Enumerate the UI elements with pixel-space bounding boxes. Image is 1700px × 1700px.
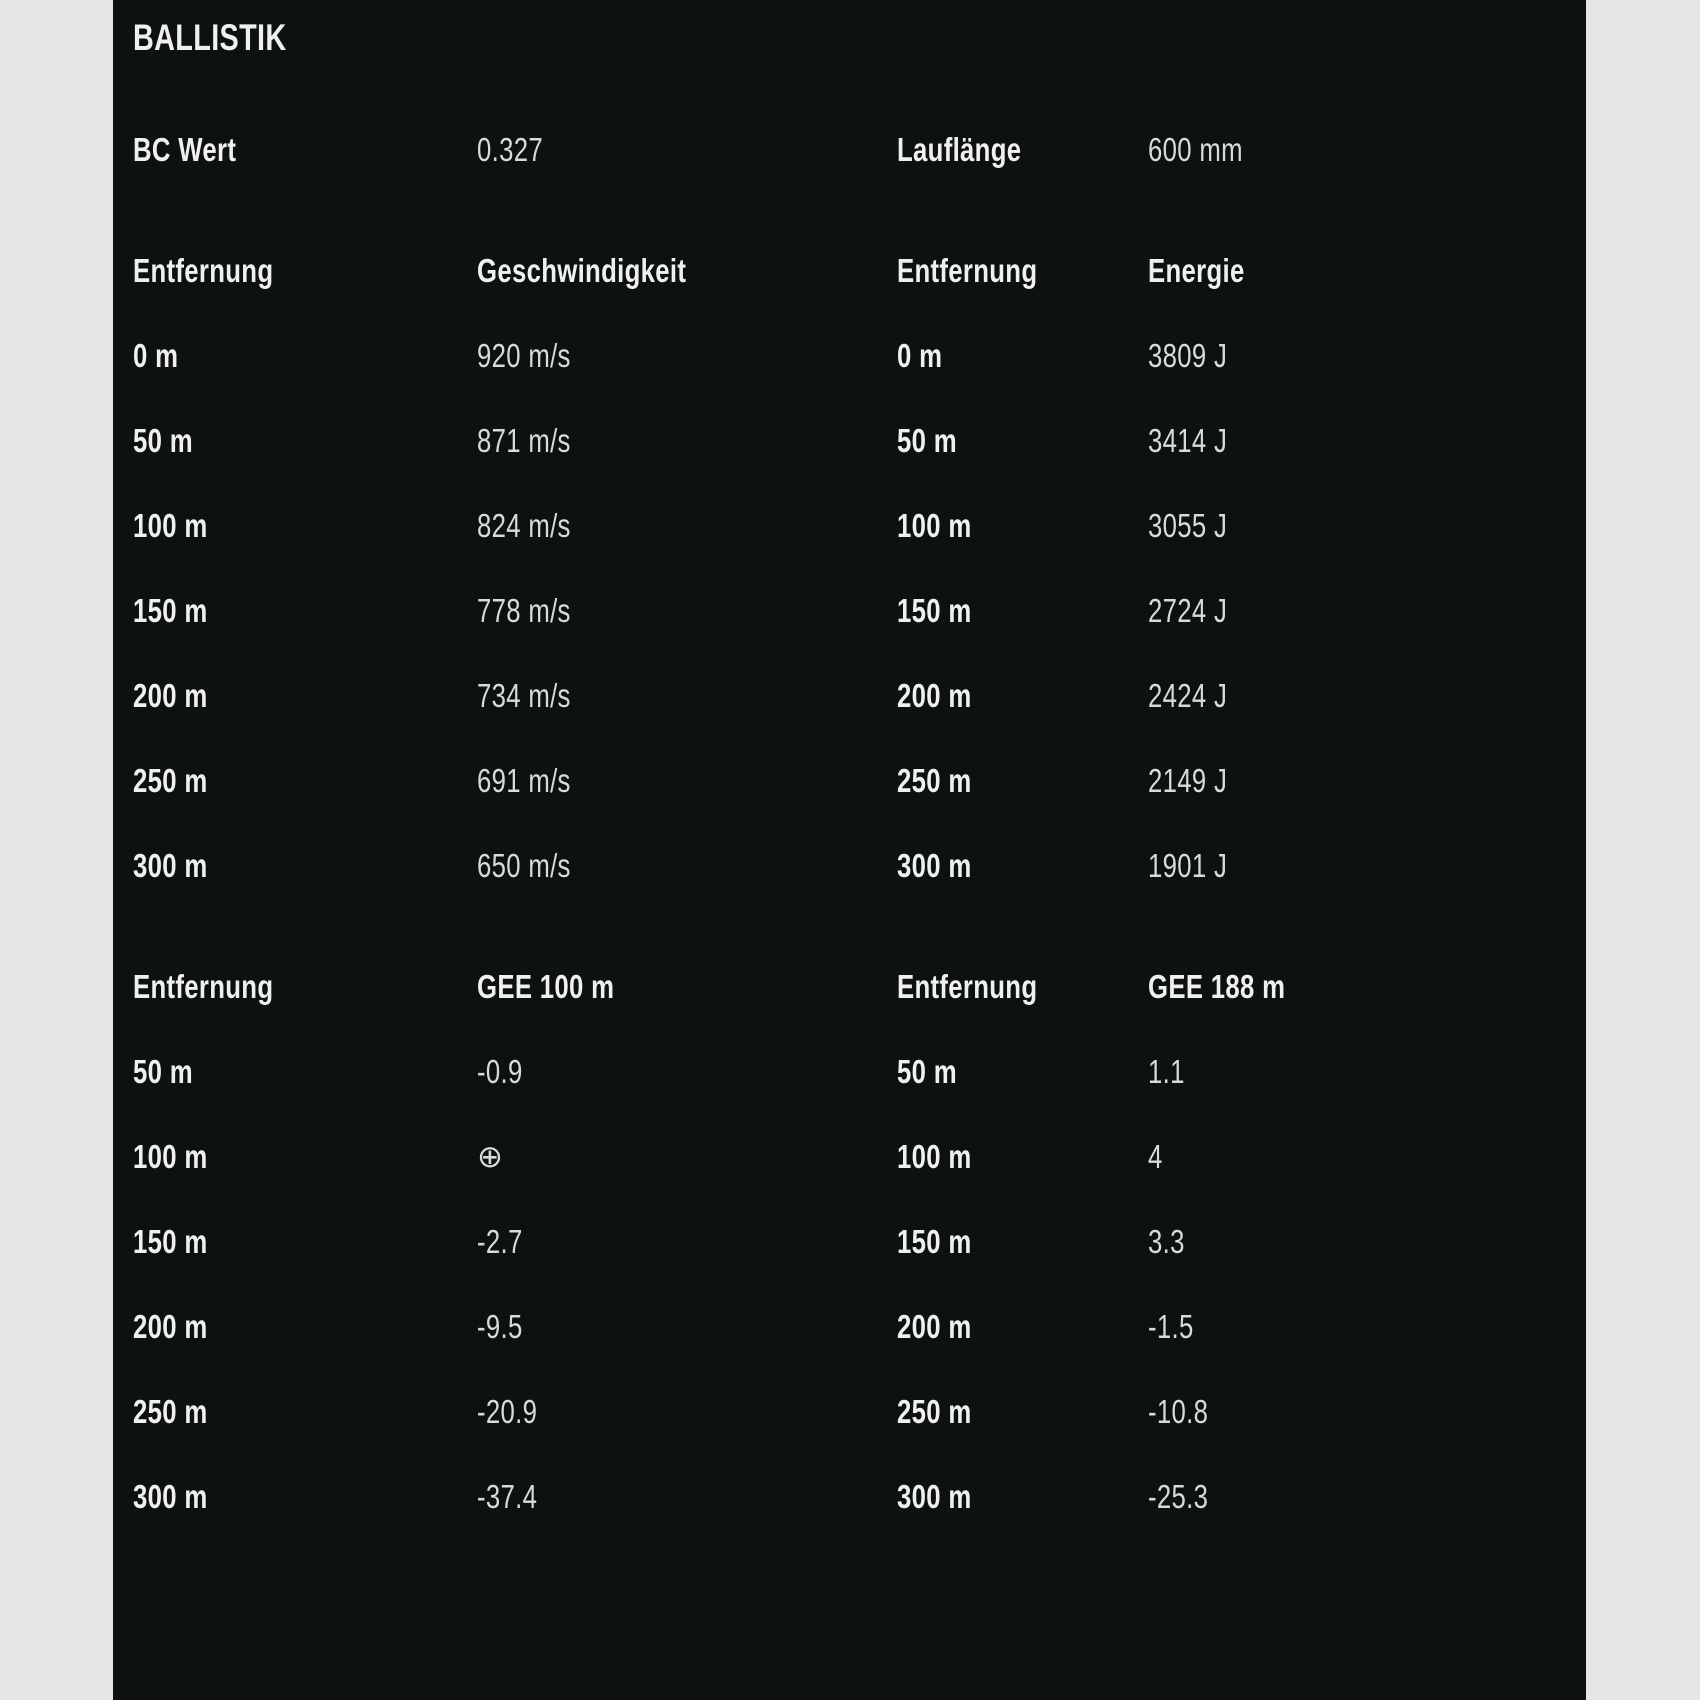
gee-header-row [133,968,1566,1006]
gee188-distance-cell [897,1223,1148,1261]
velocity-value-cell [477,507,897,545]
velocity-distance-cell [133,847,477,885]
gee100-distance-header-cell [133,968,477,1006]
gee188-value: -10.8 [1148,1393,1209,1430]
gee100-header: GEE 100 m [477,968,615,1005]
energy-value: 3809 J [1148,337,1228,374]
gee188-value-cell [1148,1478,1566,1516]
velocity-value: 824 m/s [477,507,571,544]
energy-distance: 0 m [897,337,943,374]
energy-value-cell [1148,762,1566,800]
gee188-value-cell [1148,1223,1566,1261]
velocity-value: 691 m/s [477,762,571,799]
velocity-distance: 200 m [133,677,208,714]
energy-distance-cell [897,507,1148,545]
velocity-distance-cell [133,422,477,460]
table-row [133,1223,1566,1261]
energy-distance-cell [897,762,1148,800]
velocity-value-cell [477,592,897,630]
energy-value: 2424 J [1148,677,1228,714]
gee188-value: 3.3 [1148,1223,1185,1260]
velocity-value-cell [477,337,897,375]
velocity-value-cell [477,847,897,885]
gee100-distance: 250 m [133,1393,208,1430]
table-row [133,677,1566,715]
energy-value-cell [1148,507,1566,545]
velocity-energy-header-row [133,252,1566,290]
velocity-value: 778 m/s [477,592,571,629]
velocity-value: 650 m/s [477,847,571,884]
velocity-distance: 150 m [133,592,208,629]
gee100-value: -9.5 [477,1308,523,1345]
energy-distance-header: Entfernung [897,252,1038,289]
gee188-value: -25.3 [1148,1478,1209,1515]
gee188-distance-cell [897,1308,1148,1346]
gee100-value-cell [477,1223,897,1261]
energy-header-cell [1148,252,1566,290]
gee100-distance-cell [133,1308,477,1346]
gee100-value-cell [477,1478,897,1516]
energy-value: 1901 J [1148,847,1228,884]
gee100-distance-header: Entfernung [133,968,274,1005]
zero-point-icon: ⊕ [477,1139,503,1174]
gee188-distance-header-cell [897,968,1148,1006]
ballistik-panel [113,0,1586,1700]
energy-distance-cell [897,592,1148,630]
velocity-value: 871 m/s [477,422,571,459]
gee188-header: GEE 188 m [1148,968,1286,1005]
gee100-distance-cell [133,1478,477,1516]
spec-barrel-label-cell [897,131,1148,169]
velocity-distance: 0 m [133,337,179,374]
gee188-distance-cell [897,1478,1148,1516]
gee188-value: 1.1 [1148,1053,1185,1090]
gee188-value-cell [1148,1053,1566,1091]
table-row [133,1393,1566,1431]
energy-distance: 250 m [897,762,972,799]
spec-bc-label: BC Wert [133,131,237,168]
energy-value-cell [1148,677,1566,715]
velocity-distance: 100 m [133,507,208,544]
gee100-distance: 50 m [133,1053,193,1090]
energy-distance-cell [897,677,1148,715]
table-row [133,422,1566,460]
spec-row [133,131,1566,169]
table-row [133,762,1566,800]
energy-value-cell [1148,592,1566,630]
energy-distance: 300 m [897,847,972,884]
gee188-value-cell [1148,1138,1566,1176]
gee188-value: -1.5 [1148,1308,1194,1345]
gee188-value-cell [1148,1393,1566,1431]
gee100-distance-cell [133,1138,477,1176]
gee100-distance: 100 m [133,1138,208,1175]
gee188-distance-cell [897,1393,1148,1431]
gee188-distance: 250 m [897,1393,972,1430]
energy-distance: 100 m [897,507,972,544]
energy-distance-cell [897,847,1148,885]
energy-value: 3055 J [1148,507,1228,544]
energy-header: Energie [1148,252,1245,289]
gee188-value-cell [1148,1308,1566,1346]
velocity-distance-cell [133,762,477,800]
table-row [133,592,1566,630]
energy-value: 3414 J [1148,422,1228,459]
energy-value: 2724 J [1148,592,1228,629]
energy-value-cell [1148,422,1566,460]
spec-barrel-label: Lauflänge [897,131,1022,168]
energy-value-cell [1148,847,1566,885]
table-row [133,1138,1566,1176]
energy-distance: 50 m [897,422,957,459]
energy-value-cell [1148,337,1566,375]
gee100-value-cell [477,1393,897,1431]
table-row [133,507,1566,545]
spec-barrel-value: 600 mm [1148,131,1243,168]
energy-distance-cell [897,422,1148,460]
velocity-distance-header: Entfernung [133,252,274,289]
table-row [133,1478,1566,1516]
gee100-value: -37.4 [477,1478,538,1515]
gee100-value-cell [477,1053,897,1091]
section-title-text: BALLISTIK [133,17,287,58]
table-row [133,337,1566,375]
spec-bc-value: 0.327 [477,131,543,168]
gee188-distance: 50 m [897,1053,957,1090]
velocity-distance: 300 m [133,847,208,884]
velocity-header: Geschwindigkeit [477,252,687,289]
velocity-distance-cell [133,592,477,630]
table-row [133,847,1566,885]
spec-bc-value-cell [477,131,897,169]
table-row [133,1053,1566,1091]
gee100-distance-cell [133,1393,477,1431]
gee188-header-cell [1148,968,1566,1006]
velocity-distance-cell [133,507,477,545]
velocity-distance-cell [133,337,477,375]
velocity-distance: 250 m [133,762,208,799]
energy-distance-cell [897,337,1148,375]
gee188-distance: 300 m [897,1478,972,1515]
gee188-distance-cell [897,1053,1148,1091]
velocity-value-cell [477,762,897,800]
gee100-header-cell [477,968,897,1006]
velocity-distance-header-cell [133,252,477,290]
gee100-value: -20.9 [477,1393,538,1430]
gee188-value: 4 [1148,1138,1163,1175]
velocity-value: 734 m/s [477,677,571,714]
gee188-distance-header: Entfernung [897,968,1038,1005]
energy-value: 2149 J [1148,762,1228,799]
gee188-distance: 150 m [897,1223,972,1260]
spec-bc-label-cell [133,131,477,169]
gee100-value: -0.9 [477,1053,523,1090]
gee188-distance-cell [897,1138,1148,1176]
table-row [133,1308,1566,1346]
gee100-distance-cell [133,1053,477,1091]
gee100-distance-cell [133,1223,477,1261]
velocity-distance-cell [133,677,477,715]
gee100-distance: 300 m [133,1478,208,1515]
energy-distance: 150 m [897,592,972,629]
section-title [133,18,1566,58]
velocity-value-cell [477,422,897,460]
velocity-value: 920 m/s [477,337,571,374]
velocity-value-cell [477,677,897,715]
energy-distance-header-cell [897,252,1148,290]
velocity-distance: 50 m [133,422,193,459]
energy-distance: 200 m [897,677,972,714]
gee100-value-cell [477,1139,897,1175]
gee100-value: -2.7 [477,1223,523,1260]
gee100-distance: 200 m [133,1308,208,1345]
gee188-distance: 200 m [897,1308,972,1345]
velocity-header-cell [477,252,897,290]
gee188-distance: 100 m [897,1138,972,1175]
gee100-value-cell [477,1308,897,1346]
spec-barrel-value-cell [1148,131,1566,169]
gee100-distance: 150 m [133,1223,208,1260]
